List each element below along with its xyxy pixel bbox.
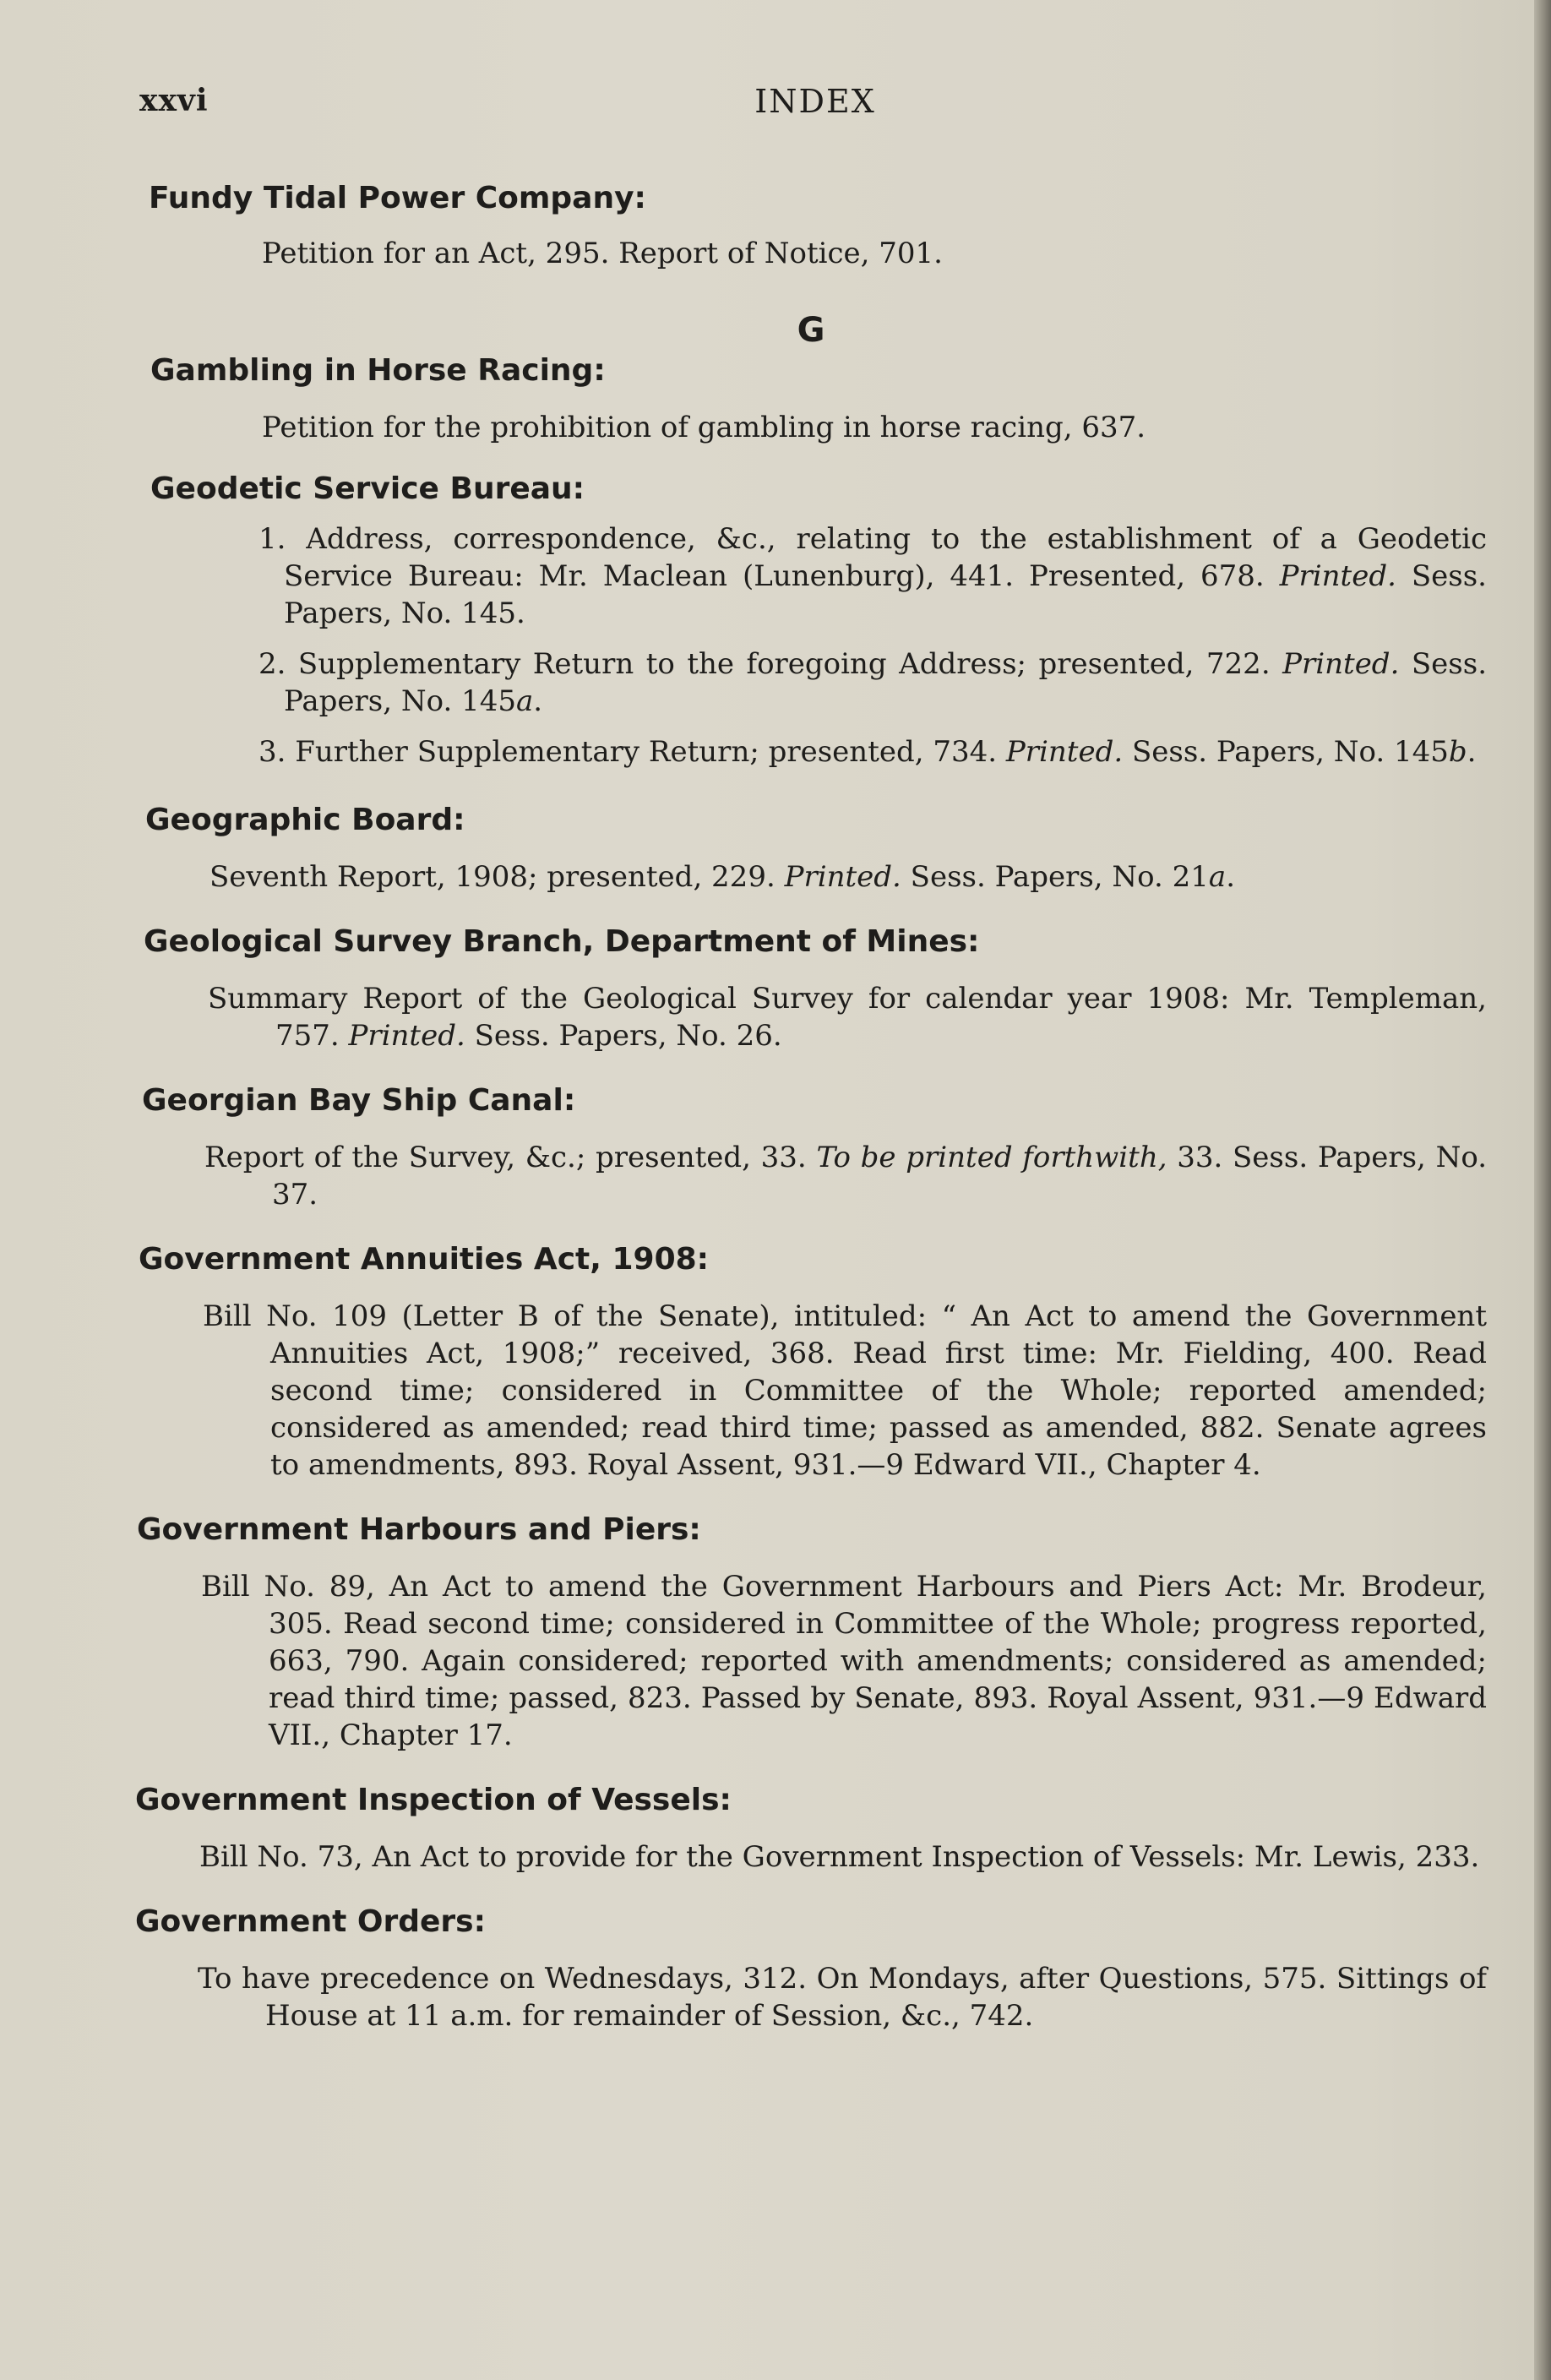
item-text: To have precedence on Wednesdays, 312. On Mondays, after Questions, 575. Sittings of House at 11 a.m. for remainder of Session, &c., 742. <box>198 1962 1487 2033</box>
item-text: Bill No. 109 (Letter B of the Senate), intituled: “ An Act to amend the Government Annuities Act, 1908;” received, 368. Read first time: Mr. Fielding, 400. Read second time; considered in Committee of the Whole; reported amended; considered as amended; read third time; passed as amended, 882. Senate agrees to amendments, 893. Royal Assent, 931.—9 Edward VII., Chapter 4. <box>203 1299 1487 1482</box>
index-entry <box>135 921 1487 1054</box>
entry-heading: Government Annuities Act, 1908: <box>139 1242 710 1277</box>
item-italic: b <box>1448 735 1467 769</box>
entry-heading: Geodetic Service Bureau: <box>150 471 585 506</box>
index-entry <box>135 799 1487 896</box>
entry-heading: Georgian Bay Ship Canal: <box>142 1083 576 1118</box>
item-text: Sess. Papers, No. 21 <box>901 860 1209 894</box>
item-italic: Printed. <box>1282 647 1400 681</box>
page-number: xxvi <box>139 83 209 118</box>
item-text: . <box>1226 860 1235 894</box>
entry-item <box>199 1838 1487 1876</box>
entry-item <box>203 1298 1487 1484</box>
entry-item <box>210 858 1487 896</box>
entry-item <box>216 520 1487 632</box>
entry-heading: Geographic Board: <box>145 803 465 837</box>
item-text: Sess. Papers, No. 145. <box>284 559 1487 630</box>
item-text: 1. Address, correspondence, &c., relating to the establishment of a Geodetic Service Bureau: Mr. Maclean (Lunenburg), 441. Presented, 678. <box>258 522 1487 593</box>
entry-heading: Fundy Tidal Power Company: <box>149 181 646 215</box>
item-italic: To be printed forthwith, <box>816 1141 1167 1174</box>
section-letter: G <box>797 311 825 350</box>
entry-heading: Government Orders: <box>135 1904 486 1939</box>
entry-item <box>201 1568 1487 1754</box>
index-entry <box>135 1080 1487 1213</box>
entry-item <box>262 409 1487 446</box>
entry-heading: Gambling in Horse Racing: <box>150 353 606 388</box>
entry-item <box>262 235 1487 272</box>
entry-item <box>208 980 1487 1054</box>
entry-item <box>204 1139 1487 1213</box>
page-edge-shadow <box>1534 0 1551 2380</box>
index-entry <box>135 468 1487 771</box>
page-header <box>139 83 1474 125</box>
item-text: Sess. Papers, No. 145 <box>284 647 1487 718</box>
item-text: . <box>1467 735 1477 769</box>
item-text: Petition for an Act, 295. Report of Notice, 701. <box>262 237 943 270</box>
running-title: INDEX <box>754 83 876 120</box>
item-italic: a <box>515 684 534 718</box>
item-italic: Printed. <box>1005 735 1124 769</box>
index-content <box>135 177 1487 2034</box>
item-text: 33. Sess. Papers, No. 37. <box>272 1141 1487 1212</box>
index-entry <box>135 1509 1487 1754</box>
item-text: Bill No. 73, An Act to provide for the Government Inspection of Vessels: Mr. Lewis, 233. <box>199 1840 1480 1874</box>
entry-heading: Geological Survey Branch, Department of Mines: <box>144 924 980 959</box>
entry-item <box>216 733 1487 771</box>
entry-item <box>198 1960 1487 2034</box>
index-entry <box>135 1779 1487 1876</box>
item-text: Sess. Papers, No. 145 <box>1123 735 1449 769</box>
item-italic: Printed. <box>348 1019 465 1053</box>
index-entry <box>135 177 1487 272</box>
entry-heading: Government Inspection of Vessels: <box>135 1783 732 1817</box>
item-italic: Printed. <box>784 860 901 894</box>
item-text: Bill No. 89, An Act to amend the Government Harbours and Piers Act: Mr. Brodeur, 305. Read second time; considered in Committee of the Whole; progress reported, 663, 790. Again considered; reported with amendments; considered as amended; read third time; passed, 823. Passed by Senate, 893. Royal Assent, 931.—9 Edward VII., Chapter 17. <box>201 1570 1487 1752</box>
item-text: Summary Report of the Geological Survey for calendar year 1908: Mr. Templeman, 757. <box>208 982 1487 1053</box>
item-text: 2. Supplementary Return to the foregoing Address; presented, 722. <box>258 647 1283 681</box>
item-text: Report of the Survey, &c.; presented, 33. <box>204 1141 817 1174</box>
item-italic: Printed. <box>1279 559 1396 593</box>
item-text: Petition for the prohibition of gambling in horse racing, 637. <box>262 411 1146 444</box>
index-entry <box>135 1239 1487 1484</box>
index-entry <box>135 350 1487 446</box>
entry-heading: Government Harbours and Piers: <box>137 1512 701 1547</box>
item-text: . <box>533 684 543 718</box>
index-entry <box>135 1901 1487 2034</box>
item-italic: a <box>1208 860 1227 894</box>
item-text: Seventh Report, 1908; presented, 229. <box>210 860 785 894</box>
item-text: 3. Further Supplementary Return; presented, 734. <box>258 735 1006 769</box>
item-text: Sess. Papers, No. 26. <box>465 1019 782 1053</box>
entry-item <box>216 645 1487 720</box>
